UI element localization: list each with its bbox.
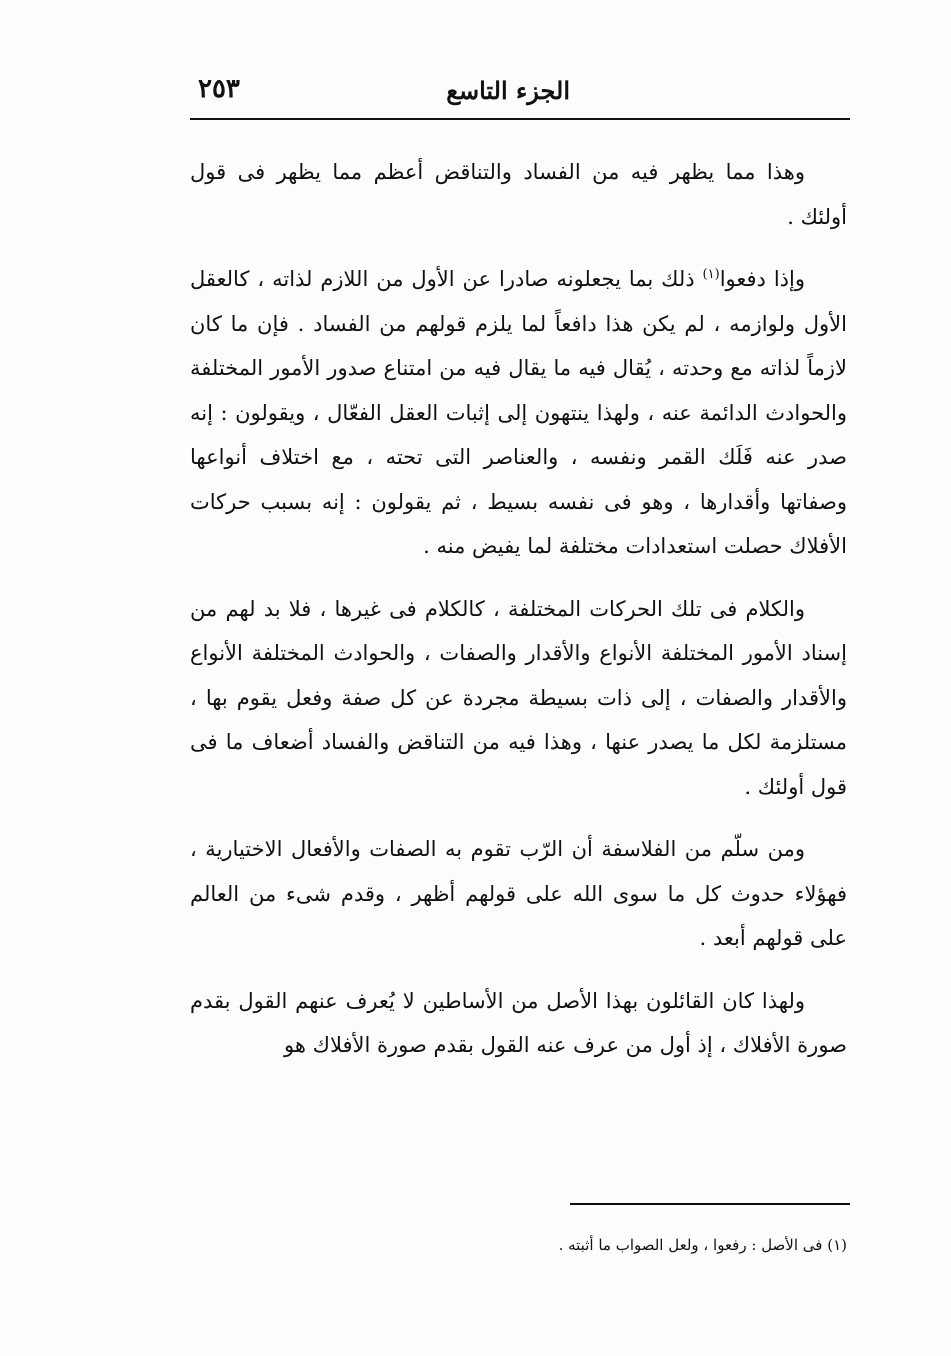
paragraph-3: والكلام فى تلك الحركات المختلفة ، كالكلام فى غيرها ، فلا بد لهم من إسناد الأمور المختلفة الأنواع والأقدار والصفات ، والحوادث المختلفة الأنواع والأقدار والصفات ، إلى ذات بسيطة مجردة عن كل صفة وفعل يقوم بها ، مستلزمة لكل ما يصدر عنها ، وهذا فيه من التناقض والفساد أضعاف ما فى قول أولئك . bbox=[190, 596, 847, 799]
body-text bbox=[190, 150, 847, 1068]
paragraph-5: ولهذا كان القائلون بهذا الأصل من الأساطين لا يُعرف عنهم القول بقدم صورة الأفلاك ، إذ أول من عرف عنه القول بقدم صورة الأفلاك هو bbox=[190, 988, 847, 1057]
page-number: ٢٥٣ bbox=[198, 74, 240, 104]
paragraph-2 bbox=[190, 257, 847, 569]
paragraph-4: ومن سلّم من الفلاسفة أن الرّب تقوم به الصفات والأفعال الاختيارية ، فهؤلاء حدوث كل ما سوى الله على قولهم أظهر ، وقدم شىء من العالم على قولهم أبعد . bbox=[190, 837, 847, 950]
paragraph-2-start: وإذا دفعوا bbox=[719, 267, 805, 291]
footnote-reference[interactable]: (١) bbox=[702, 267, 720, 282]
paragraph-1: وهذا مما يظهر فيه من الفساد والتناقض أعظم مما يظهر فى قول أولئك . bbox=[190, 160, 847, 229]
paragraph-2-rest: ذلك بما يجعلونه صادرا عن الأول من اللازم لذاته ، كالعقل الأول ولوازمه ، لم يكن هذا دافعاً لما يلزم قولهم من الفساد . فإن ما كان لازماً لذاته مع وحدته ، يُقال فيه ما يقال فيه من امتناع صدور الأمور المختلفة والحوادث الدائمة عنه ، ولهذا ينتهون إلى إثبات العقل الفعّال ، ويقولون : إنه صدر عنه فَلَك القمر ونفسه ، والعناصر التى تحته ، مع اختلاف أنواعها وصفاتها وأقدارها ، وهو فى نفسه بسيط ، ثم يقولون : إنه بسبب حركات الأفلاك حصلت استعدادات مختلفة لما يفيض منه . bbox=[190, 267, 847, 558]
header-title: الجزء التاسع bbox=[446, 76, 570, 105]
footnote: (١) فى الأصل : رفعوا ، ولعل الصواب ما أثبته . bbox=[558, 1236, 847, 1254]
header-rule bbox=[190, 118, 850, 120]
running-header bbox=[190, 68, 850, 120]
footnote-rule bbox=[570, 1203, 850, 1205]
